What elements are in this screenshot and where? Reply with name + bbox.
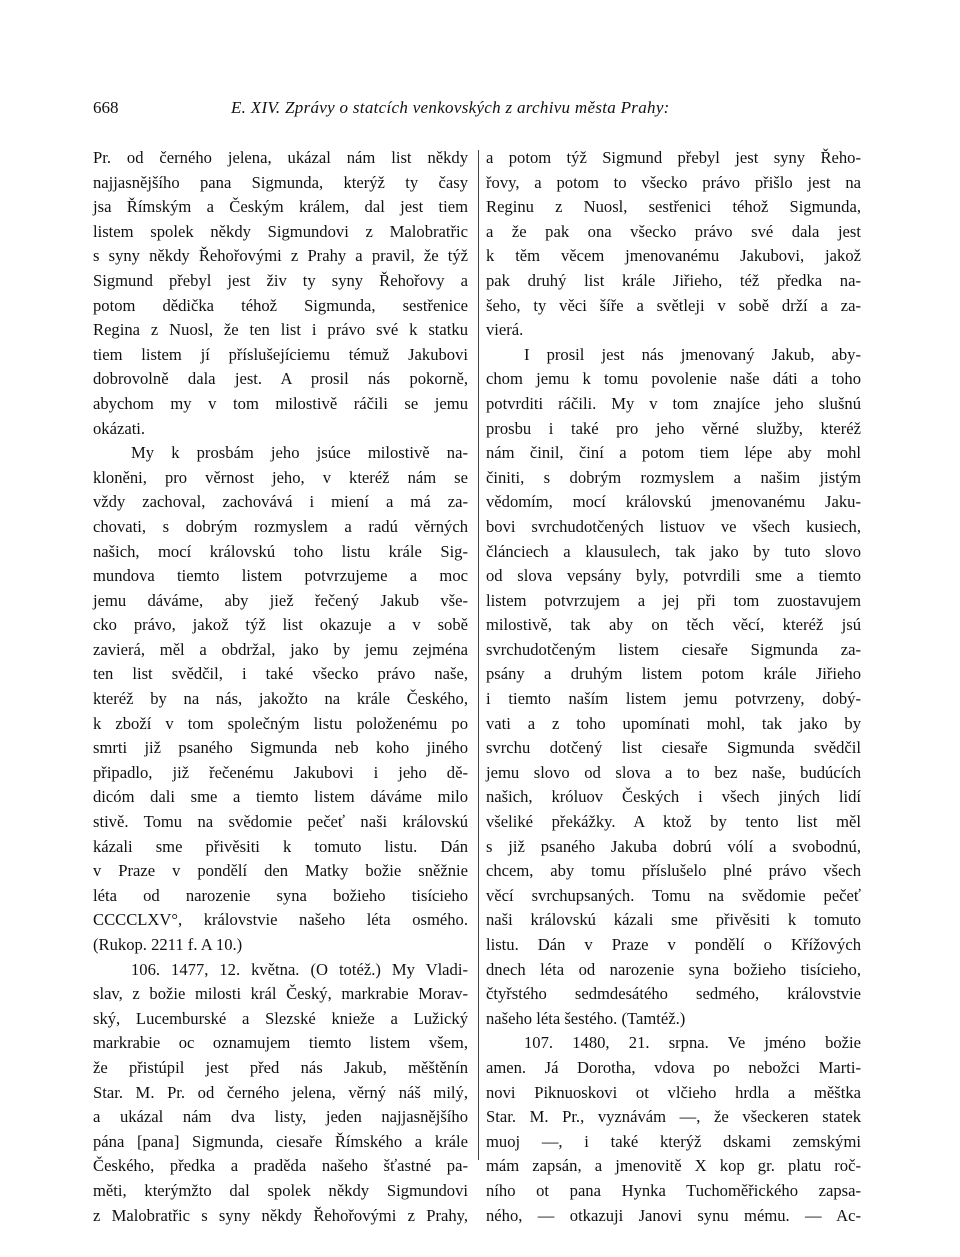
text-line: Regina z Nuosl, že ten list i právo své k statku	[93, 320, 468, 340]
text-line: Českého, předka a praděda našeho šťastné pa-	[93, 1156, 468, 1176]
text-line: měti, kterýmžto dal spolek někdy Sigmundovi	[93, 1180, 468, 1200]
text-line: šeho, ty věci šíře a světleji v sobě drží a za-	[486, 295, 861, 315]
text-line: chovati, s dobrým rozmyslem a radú věrných	[93, 516, 468, 536]
text-line: kteréž by na nás, jakožto na krále Českého,	[93, 689, 468, 709]
text-line: milostivě, tak aby on těch věcí, kteréž jsú	[486, 615, 861, 635]
text-line: Star. M. Pr., vyznávám —, že všeckeren statek	[486, 1107, 861, 1127]
text-line: slav, z božie milosti král Český, markrabie Morav-	[93, 984, 468, 1004]
text-line: že přistúpil jest před nás Jakub, měštěnín	[93, 1057, 468, 1077]
text-line: pána [pana] Sigmunda, ciesaře Římského a krále	[93, 1131, 468, 1151]
left-column	[93, 146, 468, 1228]
text-line: okázati.	[93, 418, 146, 438]
text-line: stivě. Tomu na svědomie pečeť naši královskú	[93, 812, 468, 832]
text-line: najjasnějšího pana Sigmunda, kterýž ty časy	[93, 172, 468, 192]
text-line: tiem listem jí příslušejíciemu témuž Jakubovi	[93, 344, 468, 364]
text-line: markrabie oc oznamujem tiemto listem všem,	[93, 1033, 468, 1053]
text-line: My k prosbám jeho jsúce milostivě na-	[131, 443, 468, 463]
text-line: s syny někdy Řehořovými z Prahy a pravil, že týž	[93, 246, 468, 266]
text-line: a ukázal nám dva listy, jeden najjasnějšího	[93, 1107, 468, 1127]
text-line: smrti již psaného Sigmunda neb koho jiného	[93, 738, 468, 758]
text-line: zavierá, měl a obdržal, jako by jemu zejména	[93, 639, 468, 659]
text-line: listu. Dán v Praze v pondělí o Křížových	[486, 935, 861, 954]
text-line: Pr. od černého jelena, ukázal nám list někdy	[93, 148, 468, 167]
text-line: mundova tiemto listem potvrzujeme a moc	[93, 566, 468, 586]
text-line: muoj —, i také kterýž dskami zemskými	[486, 1131, 861, 1151]
text-line: i tiemto naším listem jemu potvrzeny, dobý-	[486, 689, 861, 709]
text-line: naši královskú kázali sme přivěsiti k tomuto	[486, 910, 861, 930]
text-line: CCCCLXV°, královstvie našeho léta osmého.	[93, 910, 468, 930]
text-line: všeliké překážky. A ktož by tento list měl	[486, 812, 861, 832]
text-line: v Praze v pondělí den Matky božie sněžnie	[93, 861, 468, 881]
text-line: dobrovolně dala jest. A prosil nás pokorně,	[93, 369, 468, 389]
text-line: jemu dáváme, aby jiež řečený Jakub vše-	[93, 590, 468, 610]
text-line: psány a druhým listem potom krále Jiřieho	[486, 664, 861, 684]
text-line: 106. 1477, 12. května. (O totéž.) My Vladi-	[131, 959, 468, 979]
text-line: jemu slovo od slova a to bez naše, budúcích	[486, 762, 861, 782]
text-line: vati a z toho upomínati mohl, tak jako by	[486, 713, 861, 733]
text-line: z Malobratřic s syny někdy Řehořovými z Prahy,	[93, 1205, 468, 1225]
text-line: k zboží v tom společným listu položenému po	[93, 713, 468, 733]
text-line: pak druhý list krále Jiřieho, též předka na-	[486, 270, 861, 290]
text-line: čtyřstého sedmdesátého sedmého, královstvie	[486, 984, 861, 1004]
text-line: listem potvrzujem a jej při tom zuostavujem	[486, 590, 861, 610]
text-line: I prosil jest nás jmenovaný Jakub, aby-	[524, 344, 861, 364]
text-line: činiti, s dobrým rozmyslem a našim jistým	[486, 467, 861, 487]
text-line: Sigmund přebyl jest živ ty syny Řehořovy a	[93, 270, 468, 290]
text-line: vždy zachoval, zachovává i miení a má za-	[93, 492, 468, 512]
text-line: článciech a klausulech, tak jako by tuto slovo	[486, 541, 861, 561]
text-line: léta od narozenie syna božieho tisícieho	[93, 885, 468, 905]
text-line: Reginu z Nuosl, sestřenici téhož Sigmunda,	[486, 197, 861, 217]
column-divider	[478, 150, 479, 1160]
text-line: 107. 1480, 21. srpna. Ve jméno božie	[524, 1033, 861, 1053]
text-line: dicóm dali sme a tiemto listem dáváme milo	[93, 787, 468, 807]
text-line: cko právo, jakož týž list okazuje a v sobě	[93, 615, 468, 635]
text-line: svrchu dotčený list ciesaře Sigmunda svědčil	[486, 738, 861, 758]
text-line: nám činil, činí a potom tiem lépe aby mohl	[486, 443, 861, 463]
text-line: a že pak ona všecko právo své dala jest	[486, 221, 861, 241]
text-line: našeho léta šestého. (Tamtéž.)	[486, 1008, 686, 1028]
text-line: řovy, a potom to všecko právo přišlo jest na	[486, 172, 861, 192]
text-line: věcí svrchupsaných. Tomu na svědomie pečeť	[486, 885, 861, 905]
text-line: amen. Já Dorotha, vdova po nebožci Marti-	[486, 1057, 861, 1077]
text-line: abychom my v tom milostivě ráčili se jemu	[93, 393, 468, 413]
running-head: E. XIV. Zprávy o statcích venkovských z archivu města Prahy:	[231, 98, 670, 117]
text-line: připadlo, již řečenému Jakubovi i jeho dě-	[93, 762, 468, 782]
text-line: dnech léta od narozenie syna božieho tisícieho,	[486, 959, 861, 979]
text-line: vědomím, mocí královskú jmenovanému Jaku-	[486, 492, 861, 512]
text-line: od slova vepsány byly, potvrdili sme a tiemto	[486, 566, 861, 586]
text-line: vierá.	[486, 320, 524, 340]
text-line: ský, Lucemburské a Slezské knieže a Lužický	[93, 1008, 468, 1028]
text-line: novi Piknuoskovi ot vlčieho hrdla a měštka	[486, 1082, 861, 1102]
page-number: 668	[93, 98, 119, 117]
text-line: potom dědička téhož Sigmunda, sestřenice	[93, 295, 468, 315]
text-line: a potom týž Sigmund přebyl jest syny Řeho-	[486, 148, 861, 167]
text-line: s již psaného Jakuba dobrú vólí a svobodnú,	[486, 836, 861, 856]
text-line: k těm věcem jmenovanému Jakubovi, jakož	[486, 246, 861, 266]
text-line: ten list svědčil, i také všecko právo naše,	[93, 664, 468, 684]
page-header	[93, 98, 883, 122]
text-line: ného, — otkazuji Janovi synu mému. — Ac-	[486, 1205, 861, 1225]
text-line: svrchudotčeným listem ciesaře Sigmunda za-	[486, 639, 861, 659]
text-line: (Rukop. 2211 f. A 10.)	[93, 935, 243, 954]
text-line: potvrditi ráčili. My v tom znajíce jeho slušnú	[486, 393, 861, 413]
text-line: našich, mocí královskú toho listu krále Sig-	[93, 541, 468, 561]
text-line: ního ot pana Hynka Tuchoměřického zapsa-	[486, 1180, 861, 1200]
text-line: chom jemu k tomu povolenie naše dáti a toho	[486, 369, 861, 389]
text-line: mám zapsán, a jmenovitě X kop gr. platu roč-	[486, 1156, 861, 1176]
text-line: prosbu i také pro jeho věrné služby, kteréž	[486, 418, 861, 438]
text-line: jsa Římským a Českým králem, dal jest tiem	[93, 197, 468, 217]
right-column	[486, 146, 861, 1228]
text-line: chcem, aby tomu příslušelo plné právo všech	[486, 861, 861, 881]
text-line: listem spolek někdy Sigmundovi z Malobratřic	[93, 221, 468, 241]
text-line: kázali sme přivěsiti k tomuto listu. Dán	[93, 836, 468, 856]
text-line: našich, króluov Českých i všech jiných lidí	[486, 787, 861, 807]
text-line: kloněni, pro věrnost jeho, v kteréž nám se	[93, 467, 468, 487]
text-line: Star. M. Pr. od černého jelena, věrný náš milý,	[93, 1082, 468, 1102]
text-line: bovi svrchudotčených listuov ve všech kusiech,	[486, 516, 861, 536]
